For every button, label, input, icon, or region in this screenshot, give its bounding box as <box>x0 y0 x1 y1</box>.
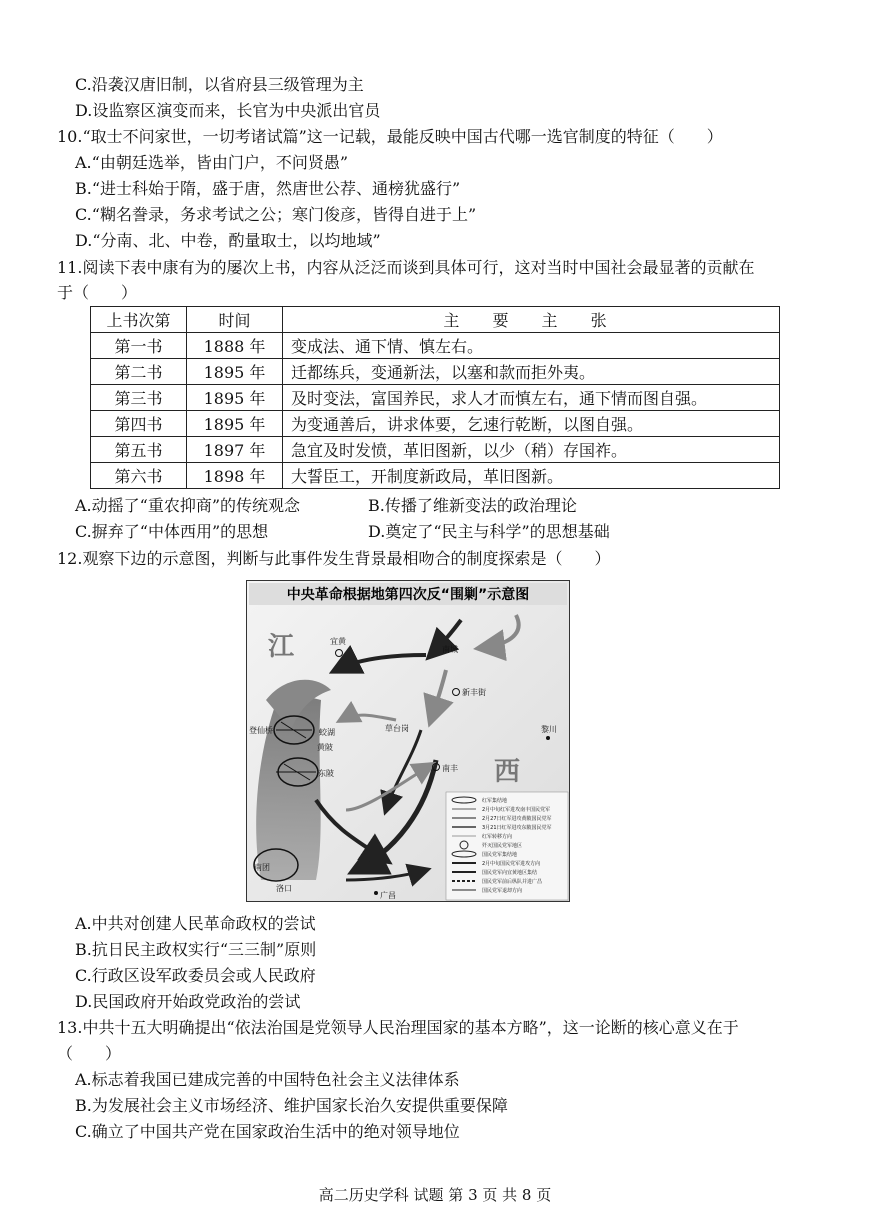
q10-option-c: C.“糊名誊录，务求考试之公；寒门俊彦，皆得自进于上” <box>75 205 477 224</box>
q12-option-a: A.中共对创建人民革命政权的尝试 <box>75 914 316 933</box>
q13-option-b: B.为发展社会主义市场经济、维护国家长治久安提供重要保障 <box>75 1096 508 1115</box>
table-cell: 为变通善后，讲求体要，乞速行乾断，以图自强。 <box>283 411 780 437</box>
q12-stem: 12.观察下边的示意图，判断与此事件发生背景最相吻合的制度探索是（ ） <box>57 549 611 568</box>
map-title: 中央革命根据地第四次反“围剿”示意图 <box>286 587 530 603</box>
place-marker <box>374 891 378 895</box>
legend-entry: 歼灭国民党军地区 <box>482 843 523 849</box>
table-cell: 迁都练兵，变通新法，以塞和款而拒外夷。 <box>283 359 780 385</box>
q11-option-c: C.摒弃了“中体西用”的思想 <box>75 522 269 541</box>
table-cell: 变成法、通下情、慎左右。 <box>283 333 780 359</box>
table-cell: 第四书 <box>91 411 187 437</box>
legend-entry: 2月中旬国民党军进攻方向 <box>482 861 541 867</box>
table-header: 主 要 主 张 <box>283 307 780 333</box>
place-label: 广昌 <box>380 891 396 900</box>
table-cell: 及时变法，富国养民，求人才而慎左右，通下情而图自强。 <box>283 385 780 411</box>
page-footer: 高二历史学科 试题 第 3 页 共 8 页 <box>318 1186 552 1204</box>
campaign-map <box>246 580 570 902</box>
table-cell: 1895 年 <box>187 385 283 411</box>
legend-entry: 红军转移方向 <box>482 834 513 840</box>
q10-option-a: A.“由朝廷选举，皆由门户，不问贤愚” <box>75 153 349 172</box>
q10-option-d: D.“分南、北、中卷，酌量取士，以均地域” <box>75 231 381 250</box>
place-label: 草台岗 <box>385 724 409 733</box>
table-cell: 大誓臣工，开制度新政局，革旧图新。 <box>283 463 780 489</box>
legend-entry: 2月中旬红军进攻南丰国民党军 <box>482 807 551 813</box>
q11-stem-line1: 11.阅读下表中康有为的屡次上书，内容从泛泛而谈到具体可行，这对当时中国社会最显著的贡献在 <box>57 258 755 277</box>
place-label: 洛口 <box>276 884 292 893</box>
table-cell: 1895 年 <box>187 411 283 437</box>
place-label: 蛟湖 <box>319 728 335 737</box>
table-row <box>91 463 780 489</box>
q11-option-b: B.传播了维新变法的政治理论 <box>368 496 577 515</box>
legend-entry: 红军集结地 <box>482 798 508 804</box>
table-header: 上书次第 <box>91 307 187 333</box>
table-row <box>91 359 780 385</box>
place-label: 南团 <box>254 863 270 872</box>
q10-option-b: B.“进士科始于隋，盛于唐，然唐世公荐、通榜犹盛行” <box>75 179 461 198</box>
map-legend <box>446 792 568 900</box>
table-cell: 1898 年 <box>187 463 283 489</box>
q11-option-d: D.奠定了“民主与科学”的思想基础 <box>368 522 610 541</box>
place-label: 宜黄 <box>330 637 346 646</box>
q12-option-b: B.抗日民主政权实行“三三制”原则 <box>75 940 317 959</box>
q11-option-a: A.动摇了“重农抑商”的传统观念 <box>75 496 301 515</box>
table-row <box>91 437 780 463</box>
place-label: 黄陂 <box>317 743 333 752</box>
legend-entry: 国民党军退却方向 <box>482 888 523 894</box>
option-d-prev: D.设监察区演变而来，长官为中央派出官员 <box>75 101 381 120</box>
place-label: 登仙桥 <box>249 726 273 735</box>
table-row <box>91 411 780 437</box>
option-c-prev: C.沿袭汉唐旧制，以省府县三级管理为主 <box>75 75 364 94</box>
place-label: 东陂 <box>318 769 334 778</box>
place-marker <box>546 736 550 740</box>
q10-stem: 10.“取士不问家世，一切考诸试篇”这一记载，最能反映中国古代哪一选官制度的特征（ ） <box>57 127 723 146</box>
q13-stem-line1: 13.中共十五大明确提出“依法治国是党领导人民治理国家的基本方略”，这一论断的核心意义在于 <box>57 1018 739 1037</box>
table-cell: 急宜及时发愤，革旧图新，以少（稍）存国祚。 <box>283 437 780 463</box>
q12-option-d: D.民国政府开始政党政治的尝试 <box>75 992 301 1011</box>
memorial-table <box>90 306 780 489</box>
q12-option-c: C.行政区设军政委员会或人民政府 <box>75 966 316 985</box>
legend-entry: 国民党军向宜黄地区集结 <box>482 870 538 876</box>
table-cell: 第一书 <box>91 333 187 359</box>
table-header-row <box>91 307 780 333</box>
table-row <box>91 385 780 411</box>
place-label: 新丰街 <box>462 688 486 697</box>
map-label-xi: 西 <box>494 757 521 787</box>
q11-stem-line2: 于（ ） <box>57 283 138 302</box>
q13-option-c: C.确立了中国共产党在国家政治生活中的绝对领导地位 <box>75 1122 460 1141</box>
table-header: 时间 <box>187 307 283 333</box>
legend-entry: 国民党军集结地 <box>482 852 518 858</box>
table-row <box>91 333 780 359</box>
place-label: 南丰 <box>442 764 458 773</box>
legend-entry: 3月21日红军进攻东陂国民党军 <box>482 825 552 831</box>
table-cell: 1895 年 <box>187 359 283 385</box>
table-cell: 1888 年 <box>187 333 283 359</box>
table-cell: 第二书 <box>91 359 187 385</box>
map-label-jiang: 江 <box>268 632 295 662</box>
table-cell: 第五书 <box>91 437 187 463</box>
table-cell: 第三书 <box>91 385 187 411</box>
table-cell: 1897 年 <box>187 437 283 463</box>
place-label: 黎川 <box>541 725 557 734</box>
q13-stem-line2: （ ） <box>57 1044 122 1063</box>
table-cell: 第六书 <box>91 463 187 489</box>
place-label: 南城 <box>442 645 458 654</box>
legend-entry: 2月27日红军进攻黄陂国民党军 <box>482 816 552 822</box>
q13-option-a: A.标志着我国已建成完善的中国特色社会主义法律体系 <box>75 1070 460 1089</box>
legend-entry: 国民党军前后纵队并进广昌 <box>482 879 543 885</box>
